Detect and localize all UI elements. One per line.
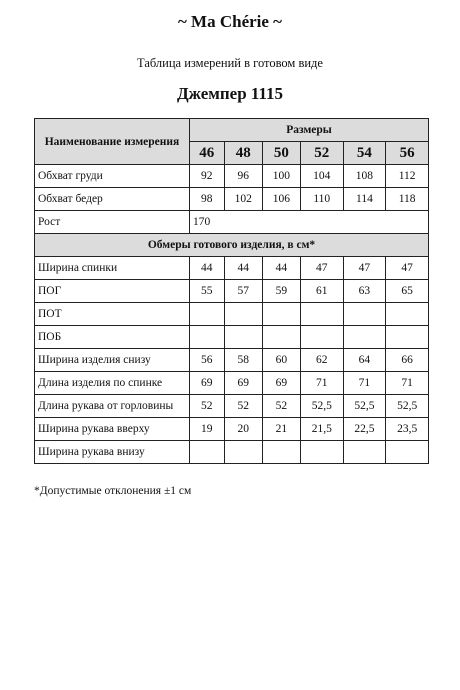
value-cell: 98 bbox=[190, 188, 225, 211]
table-row bbox=[35, 418, 429, 441]
value-cell: 71 bbox=[386, 372, 429, 395]
value-cell bbox=[262, 326, 300, 349]
value-cell: 52 bbox=[190, 395, 225, 418]
value-cell: 55 bbox=[190, 280, 225, 303]
brand-title: ~ Ma Chérie ~ bbox=[177, 12, 283, 31]
value-cell bbox=[190, 303, 225, 326]
value-cell: 44 bbox=[262, 257, 300, 280]
row-label: Ширина рукава внизу bbox=[35, 441, 190, 464]
height-value: 170 bbox=[190, 211, 429, 234]
value-cell bbox=[224, 326, 262, 349]
table-row bbox=[35, 349, 429, 372]
table-row bbox=[35, 441, 429, 464]
value-cell bbox=[343, 441, 386, 464]
value-cell: 100 bbox=[262, 165, 300, 188]
value-cell bbox=[343, 326, 386, 349]
value-cell: 23,5 bbox=[386, 418, 429, 441]
value-cell: 65 bbox=[386, 280, 429, 303]
value-cell: 69 bbox=[262, 372, 300, 395]
value-cell: 112 bbox=[386, 165, 429, 188]
value-cell: 47 bbox=[300, 257, 343, 280]
value-cell: 47 bbox=[343, 257, 386, 280]
value-cell: 60 bbox=[262, 349, 300, 372]
row-label: Длина изделия по спинке bbox=[35, 372, 190, 395]
value-cell: 104 bbox=[300, 165, 343, 188]
row-label: Обхват груди bbox=[35, 165, 190, 188]
value-cell bbox=[262, 303, 300, 326]
value-cell: 96 bbox=[224, 165, 262, 188]
value-cell: 61 bbox=[300, 280, 343, 303]
table-row bbox=[35, 395, 429, 418]
value-cell: 19 bbox=[190, 418, 225, 441]
value-cell: 71 bbox=[343, 372, 386, 395]
value-cell bbox=[386, 441, 429, 464]
table-row bbox=[35, 303, 429, 326]
value-cell: 21,5 bbox=[300, 418, 343, 441]
value-cell: 22,5 bbox=[343, 418, 386, 441]
value-cell: 102 bbox=[224, 188, 262, 211]
value-cell: 69 bbox=[224, 372, 262, 395]
value-cell bbox=[224, 441, 262, 464]
value-cell: 52 bbox=[262, 395, 300, 418]
value-cell bbox=[300, 441, 343, 464]
value-cell: 92 bbox=[190, 165, 225, 188]
sizes-header: Размеры bbox=[190, 119, 429, 142]
row-label: ПОГ bbox=[35, 280, 190, 303]
size-cell: 56 bbox=[386, 142, 429, 165]
value-cell: 69 bbox=[190, 372, 225, 395]
value-cell: 52,5 bbox=[300, 395, 343, 418]
table-row bbox=[35, 257, 429, 280]
value-cell: 21 bbox=[262, 418, 300, 441]
row-label: Ширина изделия снизу bbox=[35, 349, 190, 372]
section-header: Обмеры готового изделия, в см* bbox=[35, 234, 429, 257]
value-cell: 64 bbox=[343, 349, 386, 372]
row-label: Ширина рукава вверху bbox=[35, 418, 190, 441]
value-cell: 52,5 bbox=[386, 395, 429, 418]
section-header-row bbox=[35, 234, 429, 257]
value-cell: 118 bbox=[386, 188, 429, 211]
value-cell: 44 bbox=[190, 257, 225, 280]
value-cell: 52 bbox=[224, 395, 262, 418]
value-cell: 114 bbox=[343, 188, 386, 211]
value-cell bbox=[262, 441, 300, 464]
row-label: Ширина спинки bbox=[35, 257, 190, 280]
value-cell: 108 bbox=[343, 165, 386, 188]
value-cell bbox=[300, 326, 343, 349]
value-cell: 57 bbox=[224, 280, 262, 303]
row-label: ПОТ bbox=[35, 303, 190, 326]
row-label: Длина рукава от горловины bbox=[35, 395, 190, 418]
value-cell: 110 bbox=[300, 188, 343, 211]
value-cell: 62 bbox=[300, 349, 343, 372]
row-label: Рост bbox=[35, 211, 190, 234]
table-row bbox=[35, 188, 429, 211]
value-cell: 44 bbox=[224, 257, 262, 280]
size-cell: 50 bbox=[262, 142, 300, 165]
document-subtitle: Таблица измерений в готовом виде bbox=[137, 56, 323, 70]
row-label: ПОБ bbox=[35, 326, 190, 349]
value-cell: 52,5 bbox=[343, 395, 386, 418]
value-cell bbox=[224, 303, 262, 326]
value-cell bbox=[386, 303, 429, 326]
table-row bbox=[35, 165, 429, 188]
value-cell: 63 bbox=[343, 280, 386, 303]
value-cell bbox=[190, 441, 225, 464]
size-cell: 52 bbox=[300, 142, 343, 165]
value-cell: 66 bbox=[386, 349, 429, 372]
value-cell bbox=[190, 326, 225, 349]
value-cell bbox=[343, 303, 386, 326]
table-header-row bbox=[35, 119, 429, 142]
value-cell: 47 bbox=[386, 257, 429, 280]
measurement-table bbox=[34, 118, 429, 464]
value-cell: 58 bbox=[224, 349, 262, 372]
table-row bbox=[35, 326, 429, 349]
value-cell: 20 bbox=[224, 418, 262, 441]
row-label: Обхват бедер bbox=[35, 188, 190, 211]
table-row bbox=[35, 372, 429, 395]
size-cell: 46 bbox=[190, 142, 225, 165]
value-cell bbox=[386, 326, 429, 349]
name-column-header: Наименование измерения bbox=[35, 119, 190, 165]
value-cell: 56 bbox=[190, 349, 225, 372]
value-cell: 59 bbox=[262, 280, 300, 303]
table-row bbox=[35, 280, 429, 303]
product-title: Джемпер 1115 bbox=[176, 84, 284, 103]
value-cell bbox=[300, 303, 343, 326]
footnote: *Допустимые отклонения ±1 см bbox=[34, 485, 192, 497]
size-cell: 48 bbox=[224, 142, 262, 165]
size-cell: 54 bbox=[343, 142, 386, 165]
height-row bbox=[35, 211, 429, 234]
value-cell: 106 bbox=[262, 188, 300, 211]
value-cell: 71 bbox=[300, 372, 343, 395]
